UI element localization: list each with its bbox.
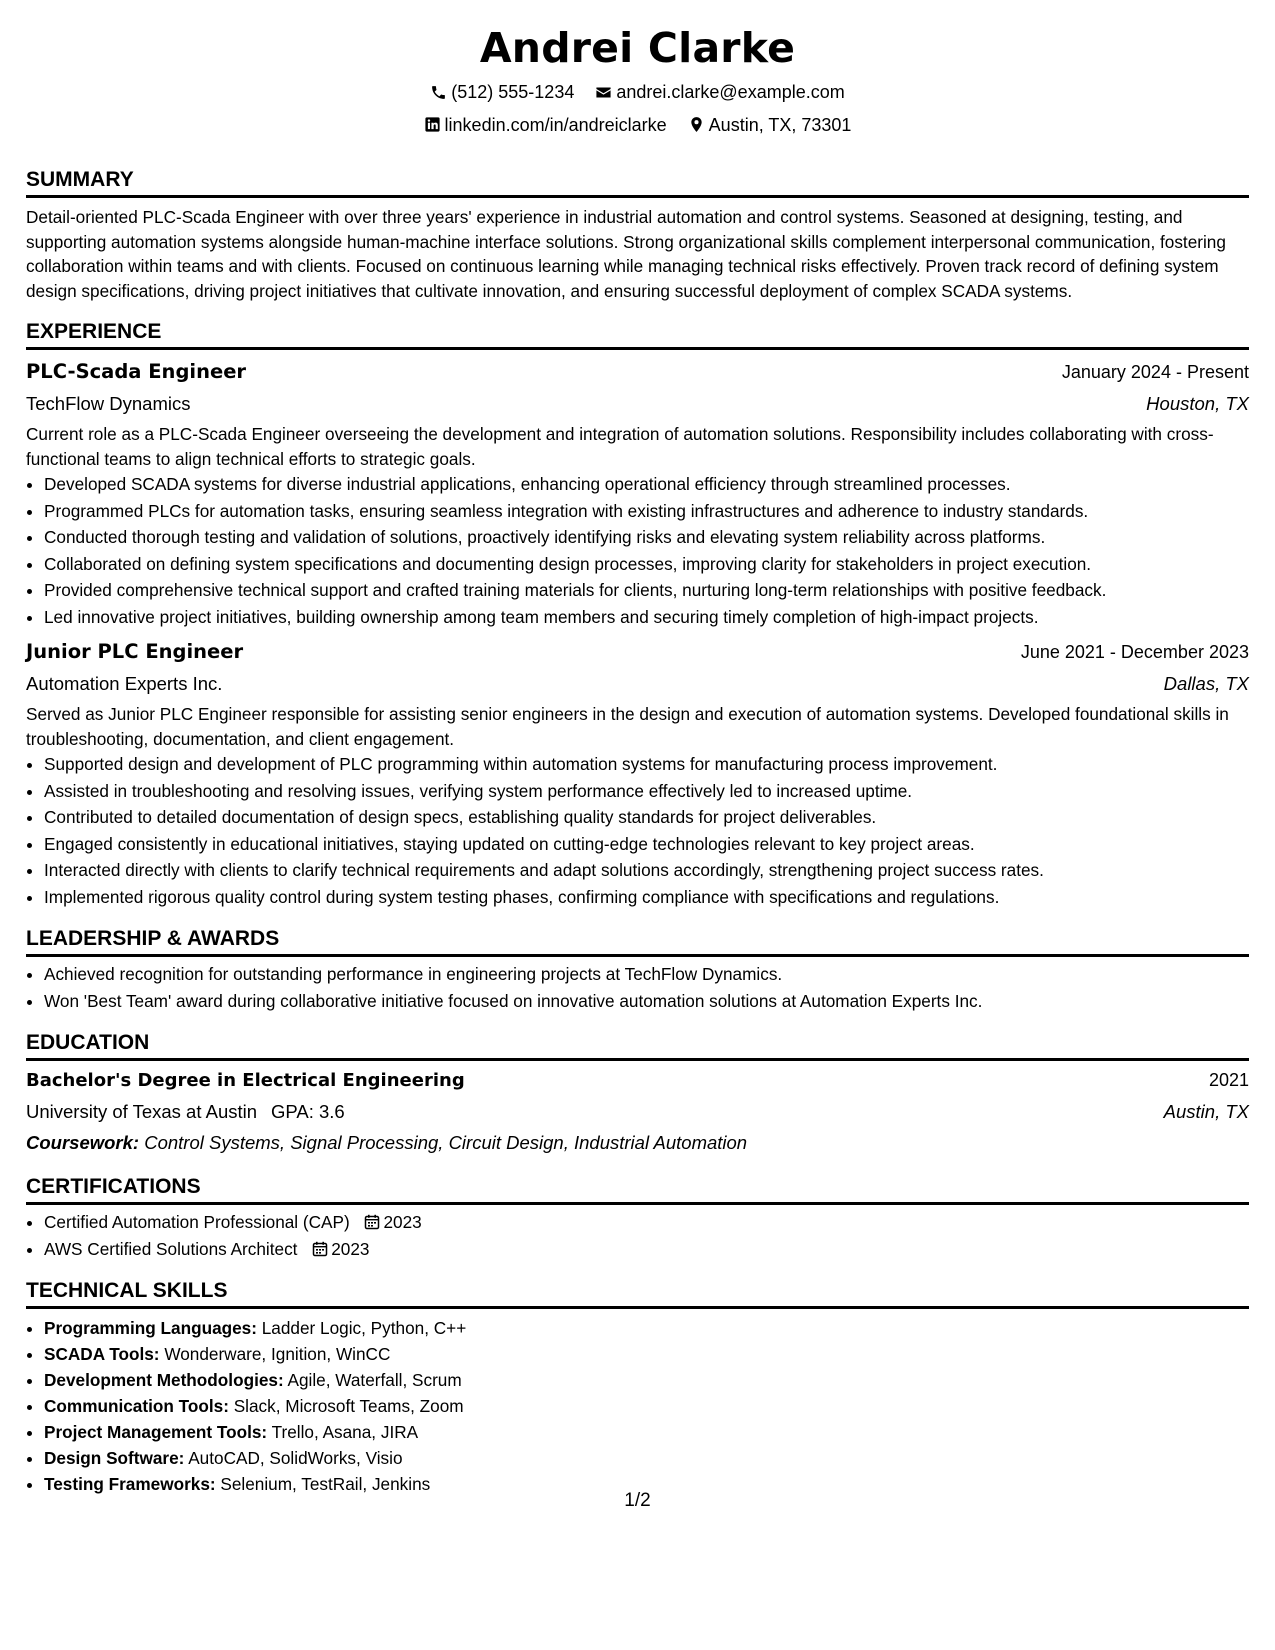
linkedin-icon [424, 116, 441, 133]
contact-location [688, 113, 852, 137]
skill-value: Wonderware, Ignition, WinCC [164, 1344, 391, 1364]
skill-label: Communication Tools: [44, 1396, 229, 1416]
summary-text: Detail-oriented PLC-Scada Engineer with over three years' experience in industrial automation and control systems. Seasoned at designing, testing, and supporting automation systems alongside human-machine interface solutions. Strong organizational skills complement interpersonal communication, fostering collaboration within teams and with clients. Focused on continuous learning while managing technical risks effectively. Proven track record of defining system design specifications, driving project initiatives that cultivate innovation, and ensuring successful deployment of complex SCADA systems. [26, 207, 1226, 301]
list-item [44, 1393, 1249, 1419]
section-title-leadership: LEADERSHIP & AWARDS [26, 926, 1249, 957]
leadership-list [26, 961, 1249, 1014]
page-number: 1/2 [624, 1490, 651, 1511]
certifications-section [26, 1174, 1249, 1262]
cert-year: 2023 [383, 1212, 422, 1232]
cert-year: 2023 [331, 1238, 370, 1259]
list-item [44, 1445, 1249, 1471]
candidate-name: Andrei Clarke [479, 24, 796, 72]
job-description: Served as Junior PLC Engineer responsible for assisting senior engineers in the design and execution of automation systems. Developed foundational skills in troubleshooting, documentation, and client engagement. [26, 704, 1229, 749]
cert-name: AWS Certified Solutions Architect [44, 1238, 298, 1259]
job-location: Dallas, TX [1163, 673, 1249, 694]
list-item: • Assisted in troubleshooting and resolving issues, verifying system performance effectively led to increased uptime. [44, 778, 1249, 805]
linkedin-text: linkedin.com/in/andreiclarke [444, 114, 667, 135]
map-marker-icon [688, 116, 705, 133]
school-info [26, 1096, 345, 1127]
skill-label: Project Management Tools: [44, 1422, 268, 1442]
skill-label: Development Methodologies: [44, 1370, 284, 1390]
list-item [44, 1209, 1249, 1236]
location-text: Austin, TX, 73301 [708, 114, 852, 135]
coursework-list: Control Systems, Signal Processing, Circuit Design, Industrial Automation [144, 1132, 748, 1153]
skill-label: SCADA Tools: [44, 1344, 160, 1364]
resume-page [26, 0, 1249, 1650]
list-item: • Conducted thorough testing and validation of solutions, proactively identifying risks and elevating system reliability across platforms. [44, 524, 1249, 551]
cert-name: Certified Automation Professional (CAP) [44, 1212, 350, 1232]
skills-list [26, 1315, 1249, 1497]
degree-name: Bachelor's Degree in Electrical Engineering [26, 1070, 465, 1091]
list-item: • Developed SCADA systems for diverse industrial applications, enhancing operational efficiency through streamlined processes. [44, 471, 1249, 498]
list-item [44, 1236, 1249, 1263]
contact-line-1 [26, 80, 1249, 107]
job-location: Houston, TX [1146, 393, 1249, 414]
list-item [44, 1367, 1249, 1393]
job-description: Current role as a PLC-Scada Engineer overseeing the development and integration of automation solutions. Responsibility includes collaborating with cross-functional teams to align technical efforts to strategic goals. [26, 424, 1214, 469]
skill-value: AutoCAD, SolidWorks, Visio [188, 1448, 403, 1468]
job-bullets [26, 751, 1249, 910]
job-title: Junior PLC Engineer [26, 640, 244, 663]
list-item [44, 1419, 1249, 1445]
list-item: • Achieved recognition for outstanding performance in engineering projects at TechFlow Dynamics. [44, 961, 1249, 988]
contact-line-2 [26, 113, 1249, 140]
job-dates: January 2024 - Present [1061, 362, 1249, 382]
section-title-education: EDUCATION [26, 1030, 1249, 1061]
skill-value: Ladder Logic, Python, C++ [261, 1318, 467, 1338]
job-entry [26, 356, 1249, 630]
calendar-icon [364, 1214, 380, 1230]
coursework [26, 1127, 1249, 1158]
phone-text: (512) 555-1234 [451, 82, 575, 102]
resume-header [26, 0, 1249, 139]
section-title-skills: TECHNICAL SKILLS [26, 1278, 1249, 1309]
envelope-icon [595, 84, 612, 101]
coursework-label: Coursework: [26, 1132, 140, 1153]
list-item: • Won 'Best Team' award during collaborative initiative focused on innovative automation solutions at Automation Experts Inc. [44, 988, 1249, 1015]
contact-linkedin[interactable] [424, 113, 667, 137]
leadership-section [26, 926, 1249, 1014]
list-item: • Engaged consistently in educational initiatives, staying updated on cutting-edge technologies relevant to key project areas. [44, 831, 1249, 858]
school-name: University of Texas at Austin [26, 1101, 258, 1122]
list-item [44, 1315, 1249, 1341]
skill-value: Selenium, TestRail, Jenkins [220, 1474, 431, 1494]
education-section [26, 1030, 1249, 1158]
section-title-certifications: CERTIFICATIONS [26, 1174, 1249, 1205]
list-item: • Contributed to detailed documentation of design specs, establishing quality standards for project deliverables. [44, 804, 1249, 831]
section-title-experience: EXPERIENCE [26, 319, 1249, 350]
gpa: GPA: 3.6 [271, 1101, 345, 1122]
list-item: • Provided comprehensive technical support and crafted training materials for clients, nurturing long-term relationships with positive feedback. [44, 577, 1249, 604]
skill-value: Agile, Waterfall, Scrum [287, 1370, 462, 1390]
list-item: • Programmed PLCs for automation tasks, ensuring seamless integration with existing infrastructures and adherence to industry standards. [44, 498, 1249, 525]
skill-label: Testing Frameworks: [44, 1474, 216, 1494]
calendar-icon [312, 1241, 328, 1257]
company-name: TechFlow Dynamics [26, 393, 191, 414]
skills-section [26, 1278, 1249, 1497]
list-item: • Supported design and development of PLC programming within automation systems for manufacturing process improvement. [44, 751, 1249, 778]
email-text: andrei.clarke@example.com [616, 82, 845, 102]
job-entry [26, 636, 1249, 910]
skill-value: Slack, Microsoft Teams, Zoom [233, 1396, 464, 1416]
list-item: • Led innovative project initiatives, building ownership among team members and securing timely completion of high-impact projects. [44, 604, 1249, 631]
experience-section [26, 319, 1249, 910]
company-name: Automation Experts Inc. [26, 673, 223, 694]
skill-value: Trello, Asana, JIRA [271, 1422, 419, 1442]
list-item [44, 1341, 1249, 1367]
list-item: • Implemented rigorous quality control during system testing phases, confirming compliance with specifications and regulations. [44, 884, 1249, 911]
graduation-year: 2021 [1208, 1070, 1249, 1090]
certifications-list [26, 1209, 1249, 1262]
job-bullets [26, 471, 1249, 630]
school-location: Austin, TX [1163, 1101, 1249, 1122]
job-title: PLC-Scada Engineer [26, 360, 247, 383]
contact-phone[interactable] [430, 80, 574, 104]
skill-label: Design Software: [44, 1448, 185, 1468]
list-item: • Collaborated on defining system specifications and documenting design processes, improving clarity for stakeholders in project execution. [44, 551, 1249, 578]
list-item: • Interacted directly with clients to clarify technical requirements and adapt solutions accordingly, strengthening project success rates. [44, 857, 1249, 884]
skill-label: Programming Languages: [44, 1318, 257, 1338]
summary-section [26, 167, 1249, 303]
job-dates: June 2021 - December 2023 [1020, 642, 1249, 662]
contact-email[interactable] [595, 80, 844, 104]
section-title-summary: SUMMARY [26, 167, 1249, 198]
phone-icon [430, 84, 447, 101]
